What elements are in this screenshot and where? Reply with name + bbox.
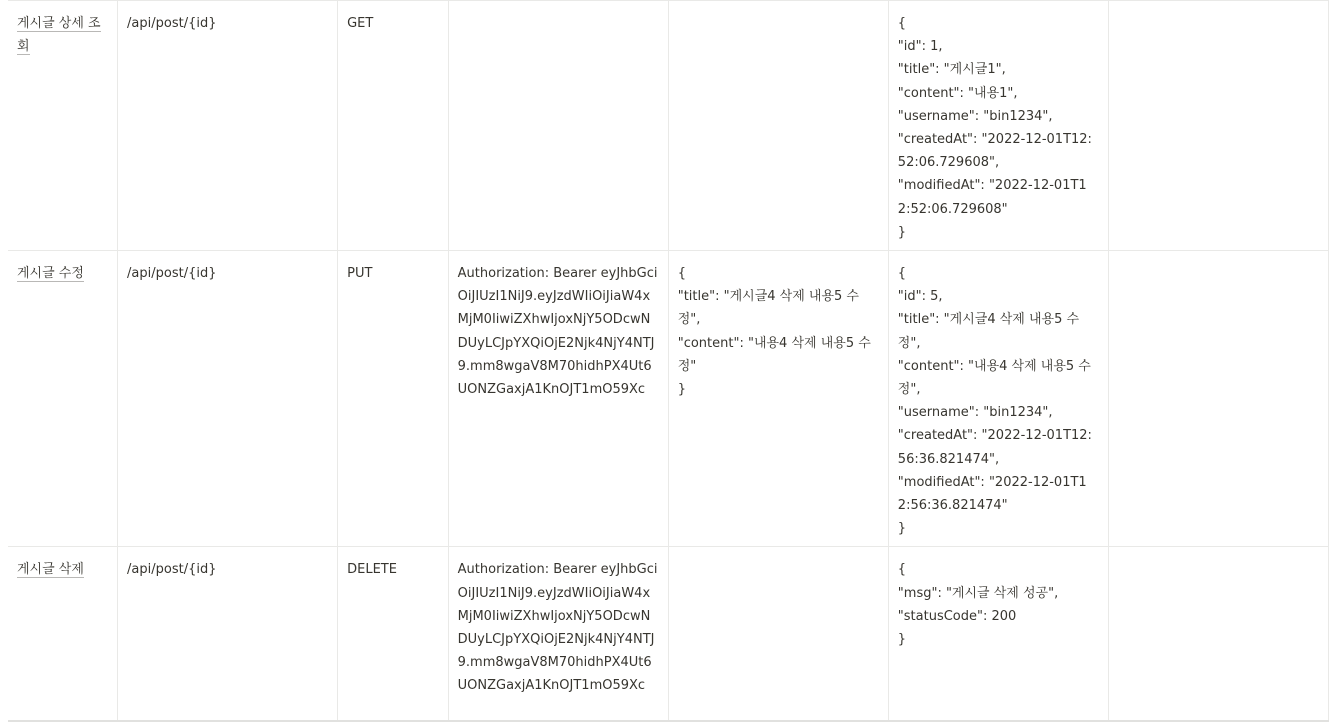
extra-cell <box>1108 251 1328 547</box>
method-cell: GET <box>338 1 449 251</box>
extra-cell <box>1108 1 1328 251</box>
url-cell: /api/post/{id} <box>118 1 338 251</box>
url-cell: /api/post/{id} <box>118 251 338 547</box>
extra-cell <box>1108 547 1328 721</box>
api-name-link[interactable]: 게시글 삭제 <box>17 562 84 578</box>
request-cell: { "title": "게시글4 삭제 내용5 수정", "content": "내용4 삭제 내용5 수정" } <box>668 251 888 547</box>
table-row <box>8 251 1329 547</box>
header-cell <box>448 1 668 251</box>
url-cell: /api/post/{id} <box>118 547 338 721</box>
header-cell: Authorization: Bearer eyJhbGciOiJIUzI1NiJ9.eyJzdWIiOiJiaW4xMjM0IiwiZXhwIjoxNjY5ODcwNDUyLCJpYXQiOjE2Njk4NjY4NTJ9.mm8wgaV8M70hidhPX4Ut6UONZGaxjA1KnOJT1mO59Xc <box>448 547 668 721</box>
table-row <box>8 547 1329 721</box>
request-cell <box>668 547 888 721</box>
request-cell <box>668 1 888 251</box>
api-name-cell <box>8 547 118 721</box>
method-cell: PUT <box>338 251 449 547</box>
header-cell: Authorization: Bearer eyJhbGciOiJIUzI1NiJ9.eyJzdWIiOiJiaW4xMjM0IiwiZXhwIjoxNjY5ODcwNDUyLCJpYXQiOjE2Njk4NjY4NTJ9.mm8wgaV8M70hidhPX4Ut6UONZGaxjA1KnOJT1mO59Xc <box>448 251 668 547</box>
api-name-cell <box>8 251 118 547</box>
response-cell: { "id": 1, "title": "게시글1", "content": "내용1", "username": "bin1234", "createdAt": "2022-12-01T12:52:06.729608", "modifiedAt": "2022-12-01T12:52:06.729608" } <box>888 1 1108 251</box>
api-name-cell <box>8 1 118 251</box>
response-cell: { "id": 5, "title": "게시글4 삭제 내용5 수정", "content": "내용4 삭제 내용5 수정", "username": "bin1234", "createdAt": "2022-12-01T12:56:36.821474", "modifiedAt": "2022-12-01T12:56:36.821474" } <box>888 251 1108 547</box>
method-cell: DELETE <box>338 547 449 721</box>
table-row <box>8 1 1329 251</box>
api-name-link[interactable]: 게시글 상세 조회 <box>17 16 101 55</box>
api-name-link[interactable]: 게시글 수정 <box>17 266 84 282</box>
api-spec-table <box>8 0 1329 722</box>
response-cell: { "msg": "게시글 삭제 성공", "statusCode": 200 } <box>888 547 1108 721</box>
